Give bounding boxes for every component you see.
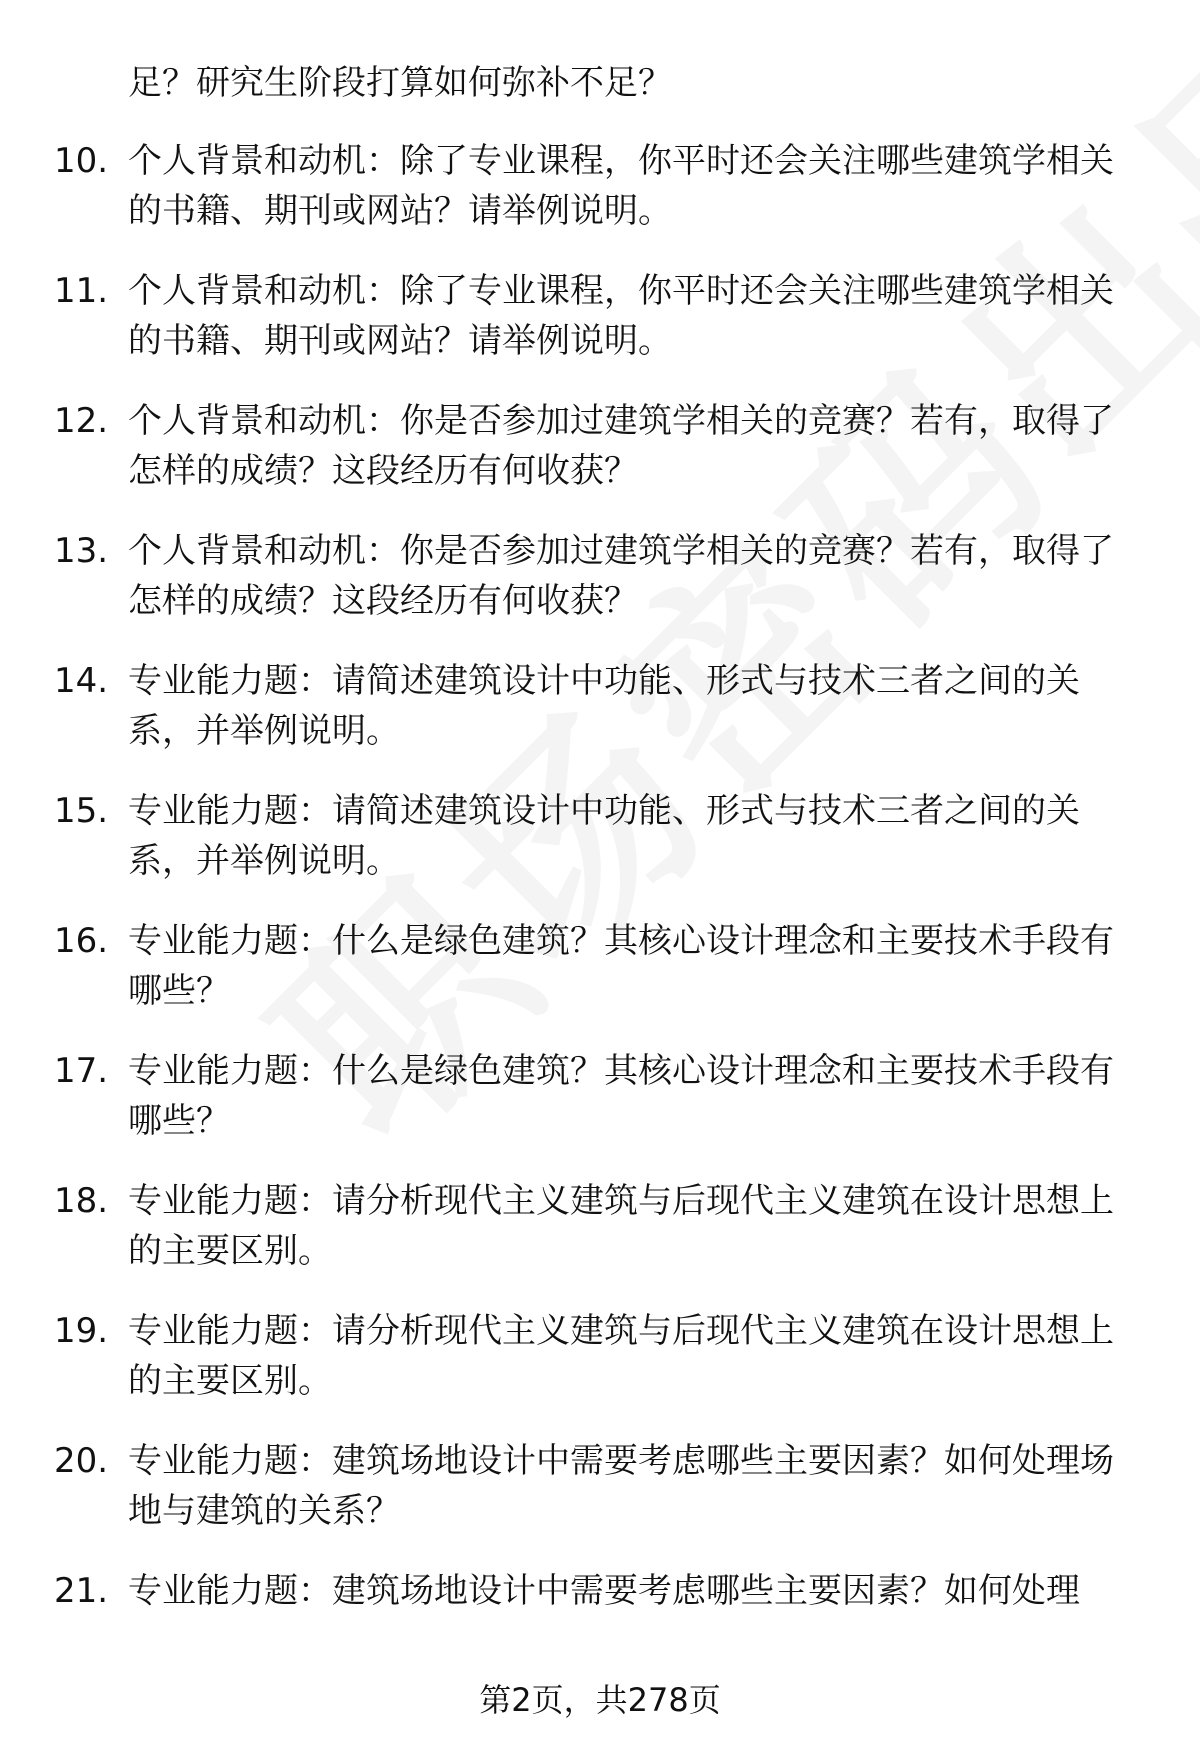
list-item [54, 1436, 1144, 1536]
question-list [54, 58, 1144, 1646]
item-number: 12. [54, 401, 109, 441]
item-number: 18. [54, 1181, 109, 1221]
list-item [54, 1176, 1144, 1276]
item-text: 个人背景和动机：你是否参加过建筑学相关的竞赛？若有，取得了怎样的成绩？这段经历有何收获？ [128, 531, 1114, 621]
list-item [54, 136, 1144, 236]
list-item [54, 916, 1144, 1016]
item-number: 16. [54, 921, 109, 961]
item-number: 20. [54, 1441, 109, 1481]
item-number: 15. [54, 791, 109, 831]
item-text: 专业能力题：请简述建筑设计中功能、形式与技术三者之间的关系，并举例说明。 [128, 661, 1080, 751]
item-text: 个人背景和动机：你是否参加过建筑学相关的竞赛？若有，取得了怎样的成绩？这段经历有何收获？ [128, 401, 1114, 491]
item-text: 个人背景和动机：除了专业课程，你平时还会关注哪些建筑学相关的书籍、期刊或网站？请举例说明。 [128, 271, 1114, 361]
item-text: 专业能力题：请简述建筑设计中功能、形式与技术三者之间的关系，并举例说明。 [128, 791, 1080, 881]
list-item [54, 1306, 1144, 1406]
item-number: 14. [54, 661, 109, 701]
list-item [54, 266, 1144, 366]
item-text: 个人背景和动机：除了专业课程，你平时还会关注哪些建筑学相关的书籍、期刊或网站？请举例说明。 [128, 141, 1114, 231]
item-number: 13. [54, 531, 109, 571]
item-number: 21. [54, 1571, 109, 1611]
list-item [54, 526, 1144, 626]
list-item [54, 1566, 1144, 1616]
item-number: 19. [54, 1311, 109, 1351]
item-text: 专业能力题：建筑场地设计中需要考虑哪些主要因素？如何处理 [128, 1571, 1080, 1611]
item-text: 专业能力题：请分析现代主义建筑与后现代主义建筑在设计思想上的主要区别。 [128, 1311, 1114, 1401]
item-text: 专业能力题：什么是绿色建筑？其核心设计理念和主要技术手段有哪些？ [128, 921, 1114, 1011]
item-number: 11. [54, 271, 109, 311]
page-footer: 第2页，共278页 [479, 1681, 721, 1719]
item-number: 17. [54, 1051, 109, 1091]
item-number: 10. [54, 141, 109, 181]
list-item [54, 786, 1144, 886]
list-item [54, 396, 1144, 496]
continuation-text: 足？研究生阶段打算如何弥补不足？ [128, 63, 672, 103]
list-item [54, 656, 1144, 756]
item-text: 专业能力题：建筑场地设计中需要考虑哪些主要因素？如何处理场地与建筑的关系？ [128, 1441, 1114, 1531]
list-item [54, 1046, 1144, 1146]
item-text: 专业能力题：请分析现代主义建筑与后现代主义建筑在设计思想上的主要区别。 [128, 1181, 1114, 1271]
item-text: 专业能力题：什么是绿色建筑？其核心设计理念和主要技术手段有哪些？ [128, 1051, 1114, 1141]
